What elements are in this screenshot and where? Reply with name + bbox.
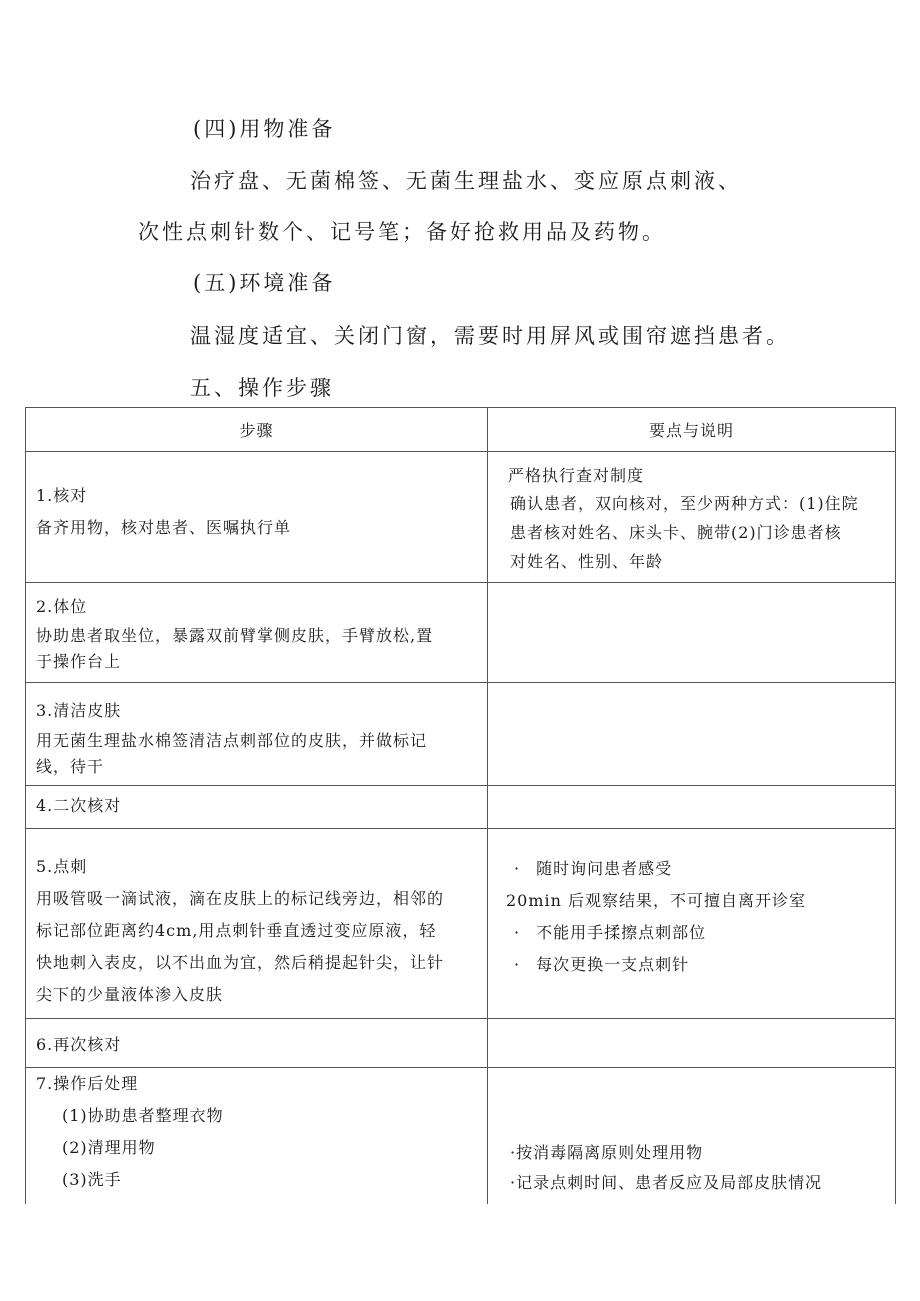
table-row <box>26 452 896 583</box>
table-row <box>26 583 896 683</box>
step-substep: (2)清理用物 <box>62 1138 156 1157</box>
note-bullet: ·按消毒隔离原则处理用物 <box>510 1143 704 1162</box>
step-text: 用无菌生理盐水棉签清洁点刺部位的皮肤，并做标记 <box>36 731 428 750</box>
section-heading-environment: (五)环境准备 <box>193 271 336 295</box>
note-bullet: ·记录点刺时间、患者反应及局部皮肤情况 <box>510 1173 823 1192</box>
step-text: 标记部位距离约4cm,用点刺针垂直透过变应原液，轻 <box>36 921 437 940</box>
table-row <box>26 683 896 786</box>
step-text: 快地刺入表皮，以不出血为宜，然后稍提起针尖，让针 <box>36 953 445 972</box>
note-line: 严格执行查对制度 <box>508 466 645 485</box>
step-title: 7.操作后处理 <box>36 1074 139 1093</box>
step-substep: (3)洗手 <box>62 1170 122 1189</box>
step-title: 4.二次核对 <box>36 796 122 815</box>
supplies-text-line2: 次性点刺针数个、记号笔；备好抢救用品及药物。 <box>138 220 666 244</box>
header-step: 步骤 <box>26 408 488 452</box>
note-line: 确认患者，双向核对，至少两种方式：(1)住院 <box>510 494 859 513</box>
step-title: 5.点刺 <box>36 857 88 876</box>
step-text: 协助患者取坐位，暴露双前臂掌侧皮肤，手臂放松,置 <box>36 626 434 645</box>
note-line: 患者核对姓名、床头卡、腕带(2)门诊患者核 <box>510 523 842 542</box>
step-text: 尖下的少量液体渗入皮肤 <box>36 985 224 1004</box>
note-bullet: · 随时询问患者感受 <box>506 853 887 885</box>
section-heading-supplies: (四)用物准备 <box>193 117 336 141</box>
section-heading-steps: 五、操作步骤 <box>190 376 334 400</box>
step-text: 用吸管吸一滴试液，滴在皮肤上的标记线旁边，相邻的 <box>36 889 445 908</box>
step-substep: (1)协助患者整理衣物 <box>62 1106 224 1125</box>
step-title: 3.清洁皮肤 <box>36 701 122 720</box>
note-line: 对姓名、性别、年龄 <box>510 552 664 571</box>
note-bullet: · 每次更换一支点刺针 <box>506 949 887 981</box>
step-title: 1.核对 <box>36 486 88 505</box>
note-bullet: · 不能用手揉擦点刺部位 <box>506 917 887 949</box>
step-text: 于操作台上 <box>36 652 122 671</box>
table-header-row <box>26 408 896 452</box>
step-text: 线，待干 <box>36 757 105 776</box>
supplies-text-line1: 治疗盘、无菌棉签、无菌生理盐水、变应原点刺液、 <box>190 169 742 193</box>
table-row <box>26 786 896 829</box>
table-row <box>26 1068 896 1205</box>
step-text: 备齐用物，核对患者、医嘱执行单 <box>36 518 292 537</box>
step-title: 2.体位 <box>36 597 88 616</box>
step-title: 6.再次核对 <box>36 1035 122 1054</box>
header-notes: 要点与说明 <box>488 408 896 452</box>
table-row <box>26 1019 896 1068</box>
environment-text: 温湿度适宜、关闭门窗，需要时用屏风或围帘遮挡患者。 <box>190 324 790 348</box>
table-row <box>26 829 896 1019</box>
steps-table <box>25 407 896 1204</box>
note-line: 20min 后观察结果，不可擅自离开诊室 <box>506 891 807 910</box>
